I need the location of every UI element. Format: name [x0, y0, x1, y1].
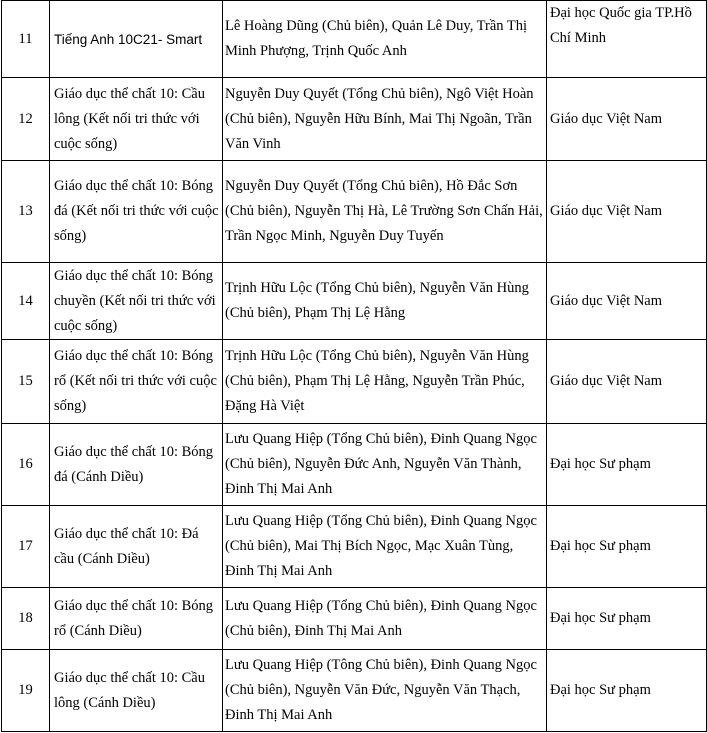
authors-cell: Trịnh Hữu Lộc (Tổng Chủ biên), Nguyễn Văn Hùng (Chủ biên), Phạm Thị Lệ Hằng	[223, 263, 547, 340]
publisher-cell: Đại học Sư phạm	[547, 506, 707, 588]
book-title-cell: Giáo dục thể chất 10: Bóng đá (Cánh Diều)	[50, 424, 223, 506]
row-number-cell: 15	[2, 340, 50, 424]
table-row	[2, 424, 707, 506]
publisher-cell: Giáo dục Việt Nam	[547, 78, 707, 161]
book-title-cell: Giáo dục thể chất 10: Bóng rổ (Kết nối tri thức với cuộc sống)	[50, 340, 223, 424]
authors-cell: Nguyễn Duy Quyết (Tổng Chủ biên), Hồ Đắc Sơn (Chủ biên), Nguyễn Thị Hà, Lê Trường Sơn Chấn Hải, Trần Ngọc Minh, Nguyễn Duy Tuyến	[223, 161, 547, 263]
publisher-cell: Giáo dục Việt Nam	[547, 161, 707, 263]
book-title-cell: Giáo dục thể chất 10: Cầu lông (Cánh Diều)	[50, 650, 223, 732]
authors-cell: Trịnh Hữu Lộc (Tổng Chủ biên), Nguyễn Văn Hùng (Chủ biên), Phạm Thị Lệ Hằng, Nguyễn Trần Phúc, Đặng Hà Việt	[223, 340, 547, 424]
publisher-cell: Đại học Quốc gia TP.Hồ Chí Minh	[547, 1, 707, 78]
authors-cell: Lưu Quang Hiệp (Tổng Chủ biên), Đinh Quang Ngọc (Chủ biên), Mai Thị Bích Ngọc, Mạc Xuân Tùng, Đinh Thị Mai Anh	[223, 506, 547, 588]
row-number-cell: 16	[2, 424, 50, 506]
textbook-table	[1, 0, 707, 732]
row-number-cell: 13	[2, 161, 50, 263]
row-number-cell: 11	[2, 1, 50, 78]
authors-cell: Lưu Quang Hiệp (Tông Chủ biên), Đinh Quang Ngọc (Chủ biên), Nguyễn Văn Đức, Nguyễn Văn Thạch, Đinh Thị Mai Anh	[223, 650, 547, 732]
publisher-cell: Đại học Sư phạm	[547, 650, 707, 732]
book-title-cell: Giáo dục thể chất 10: Bóng rổ (Cánh Diều)	[50, 588, 223, 650]
authors-cell: Lưu Quang Hiệp (Tổng Chủ biên), Đinh Quang Ngọc (Chủ biên), Nguyễn Đức Anh, Nguyễn Văn Thành, Đinh Thị Mai Anh	[223, 424, 547, 506]
table-row	[2, 78, 707, 161]
book-title-cell: Giáo dục thể chất 10: Bóng chuyền (Kết nối tri thức với cuộc sống)	[50, 263, 223, 340]
authors-cell: Lê Hoàng Dũng (Chủ biên), Quản Lê Duy, Trần Thị Minh Phượng, Trịnh Quốc Anh	[223, 1, 547, 78]
authors-cell: Lưu Quang Hiệp (Tổng Chủ biên), Đinh Quang Ngọc (Chủ biên), Đinh Thị Mai Anh	[223, 588, 547, 650]
publisher-cell: Giáo dục Việt Nam	[547, 340, 707, 424]
row-number-cell: 12	[2, 78, 50, 161]
row-number-cell: 17	[2, 506, 50, 588]
table-row	[2, 1, 707, 78]
book-title-cell: Giáo dục thể chất 10: Đá cầu (Cánh Diều)	[50, 506, 223, 588]
table-row	[2, 588, 707, 650]
book-title-cell: Giáo dục thể chất 10: Cầu lông (Kết nối tri thức với cuộc sống)	[50, 78, 223, 161]
row-number-cell: 14	[2, 263, 50, 340]
table-row	[2, 650, 707, 732]
publisher-cell: Giáo dục Việt Nam	[547, 263, 707, 340]
row-number-cell: 18	[2, 588, 50, 650]
authors-cell: Nguyễn Duy Quyết (Tổng Chủ biên), Ngô Việt Hoàn (Chủ biên), Nguyễn Hữu Bính, Mai Thị Ngoãn, Trần Văn Vinh	[223, 78, 547, 161]
table-row	[2, 161, 707, 263]
publisher-cell: Đại học Sư phạm	[547, 424, 707, 506]
table-row	[2, 263, 707, 340]
table-row	[2, 506, 707, 588]
publisher-cell: Đại học Sư phạm	[547, 588, 707, 650]
row-number-cell: 19	[2, 650, 50, 732]
table-row	[2, 340, 707, 424]
book-title-cell: Giáo dục thể chất 10: Bóng đá (Kết nối tri thức với cuộc sống)	[50, 161, 223, 263]
book-title-cell: Tiếng Anh 10C21- Smart	[50, 1, 223, 78]
